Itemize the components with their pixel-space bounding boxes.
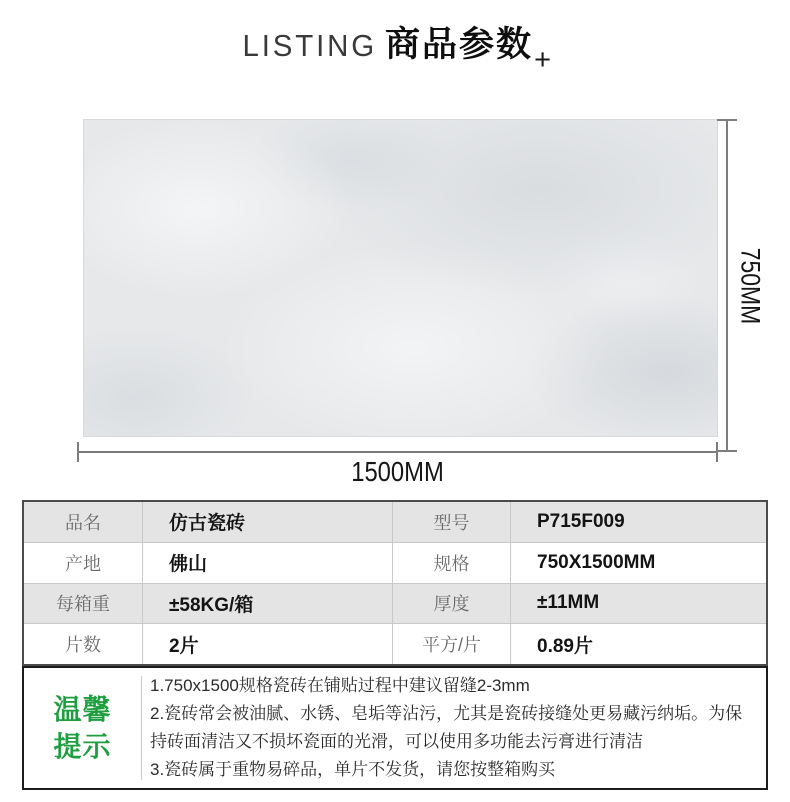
height-dimension-cap-top bbox=[717, 119, 737, 121]
width-dimension-label: 1500MM bbox=[351, 456, 444, 487]
notice-label-line1: 温馨 bbox=[53, 694, 112, 725]
spec-label-sqm: 平方/片 bbox=[392, 624, 510, 664]
height-dimension-label: 750MM bbox=[735, 247, 766, 325]
tip-item: 3.瓷砖属于重物易碎品，单片不发货，请您按整箱购买 bbox=[150, 760, 556, 779]
spec-value-origin: 佛山 bbox=[142, 543, 392, 583]
tip-item: 2.瓷砖常会被油腻、水锈、皂垢等沾污，尤其是瓷砖接缝处更易藏污纳垢。为保持砖面清洁又不损坏瓷面的光滑，可以使用多功能去污膏进行清洁 bbox=[150, 704, 743, 751]
spec-value-pieces: 2片 bbox=[142, 624, 392, 664]
height-dimension-cap-bottom bbox=[717, 450, 737, 452]
spec-label-model: 型号 bbox=[392, 502, 510, 542]
spec-label-size: 规格 bbox=[392, 543, 510, 583]
page-title: 商品参数 bbox=[385, 25, 534, 64]
table-row bbox=[24, 542, 766, 583]
spec-label-pieces: 片数 bbox=[65, 635, 101, 656]
plus-icon: + bbox=[534, 44, 551, 76]
spec-value-size: 750X1500MM bbox=[510, 543, 766, 583]
product-tile-image bbox=[83, 119, 718, 437]
title-wrap bbox=[385, 17, 551, 76]
spec-value-box-weight: ±58KG/箱 bbox=[142, 584, 392, 624]
table-row bbox=[24, 502, 766, 542]
spec-value-name: 仿古瓷砖 bbox=[142, 502, 392, 542]
spec-value-sqm: 0.89片 bbox=[510, 624, 766, 664]
spec-label-name: 品名 bbox=[65, 512, 101, 533]
height-dimension-line bbox=[726, 119, 728, 452]
spec-value-model: P715F009 bbox=[510, 502, 766, 542]
width-dimension-line bbox=[77, 451, 718, 453]
spec-label-box-weight: 每箱重 bbox=[56, 594, 110, 615]
width-dimension-cap-right bbox=[716, 442, 718, 462]
notice-box bbox=[22, 666, 768, 790]
header bbox=[0, 16, 790, 76]
notice-label-line2: 提示 bbox=[53, 731, 112, 762]
notice-label bbox=[24, 668, 141, 788]
spec-table bbox=[22, 500, 768, 666]
notice-tips bbox=[142, 668, 766, 788]
spec-label-thickness: 厚度 bbox=[392, 584, 510, 624]
tip-item: 1.750x1500规格瓷砖在铺贴过程中建议留缝2-3mm bbox=[150, 676, 530, 695]
spec-value-thickness: ±11MM bbox=[510, 584, 766, 624]
spec-label-origin: 产地 bbox=[65, 553, 101, 574]
width-dimension-cap-left bbox=[77, 442, 79, 462]
table-row bbox=[24, 623, 766, 664]
table-row bbox=[24, 583, 766, 624]
header-eyebrow: LISTING bbox=[242, 28, 378, 63]
